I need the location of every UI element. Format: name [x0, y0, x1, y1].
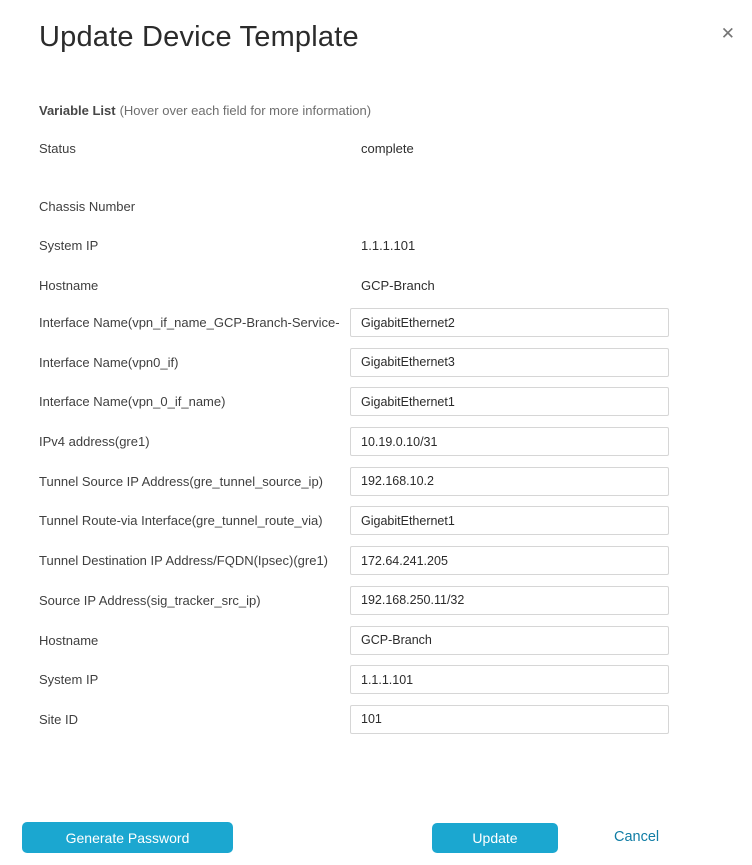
row-tunnel-destination [39, 546, 669, 575]
row-status [39, 140, 669, 156]
row-hostname-2 [39, 626, 669, 655]
hostname-2-input[interactable] [350, 626, 669, 655]
row-ipv4-address-gre1 [39, 427, 669, 456]
generate-password-button[interactable]: Generate Password [22, 822, 233, 853]
site-id-input[interactable] [350, 705, 669, 734]
row-system-ip-2 [39, 665, 669, 694]
interface-name-vpn-0-if-name-input[interactable] [350, 387, 669, 416]
hostname-label: Hostname [39, 277, 99, 293]
chassis-number-label: Chassis Number [39, 198, 136, 214]
system-ip-2-label: System IP [39, 672, 99, 688]
system-ip-label: System IP [39, 237, 99, 253]
row-source-ip [39, 586, 669, 615]
interface-name-vpn-if-name-input[interactable] [350, 308, 669, 337]
variable-list [39, 140, 669, 734]
interface-name-vpn-if-name-label: Interface Name(vpn_if_name_GCP-Branch-Service- [39, 315, 340, 330]
hostname-2-label: Hostname [39, 632, 99, 648]
hostname-value: GCP-Branch [361, 277, 435, 293]
system-ip-value: 1.1.1.101 [361, 237, 416, 253]
variable-list-hint: (Hover over each field for more information) [119, 103, 372, 118]
variable-list-title: Variable List [39, 103, 116, 118]
tunnel-source-ip-input[interactable] [350, 467, 669, 496]
interface-name-vpn0-if-input[interactable] [350, 348, 669, 377]
status-value: complete [361, 140, 414, 156]
tunnel-source-ip-label: Tunnel Source IP Address(gre_tunnel_source_ip) [39, 473, 324, 489]
row-tunnel-route-via [39, 506, 669, 535]
row-interface-name-vpn-0-if-name [39, 387, 669, 416]
tunnel-destination-input[interactable] [350, 546, 669, 575]
variable-list-header [39, 103, 752, 119]
source-ip-label: Source IP Address(sig_tracker_src_ip) [39, 592, 261, 608]
row-interface-name-vpn-if-name [39, 308, 669, 337]
interface-name-vpn0-if-label: Interface Name(vpn0_if) [39, 354, 179, 370]
row-hostname [39, 277, 669, 293]
row-interface-name-vpn0-if [39, 348, 669, 377]
update-button[interactable]: Update [432, 823, 558, 853]
site-id-label: Site ID [39, 711, 79, 727]
dialog-title: Update Device Template [39, 21, 359, 53]
update-device-template-dialog [0, 20, 752, 865]
tunnel-destination-label: Tunnel Destination IP Address/FQDN(Ipsec)(gre1) [39, 553, 329, 569]
ipv4-address-gre1-label: IPv4 address(gre1) [39, 434, 150, 450]
system-ip-2-input[interactable] [350, 665, 669, 694]
tunnel-route-via-input[interactable] [350, 506, 669, 535]
row-tunnel-source-ip [39, 467, 669, 496]
interface-name-vpn-0-if-name-label: Interface Name(vpn_0_if_name) [39, 394, 226, 410]
status-label: Status [39, 140, 76, 156]
source-ip-input[interactable] [350, 586, 669, 615]
cancel-link[interactable]: Cancel [614, 829, 660, 845]
close-icon[interactable]: ✕ [720, 24, 735, 44]
ipv4-address-gre1-input[interactable] [350, 427, 669, 456]
row-system-ip [39, 237, 669, 253]
row-chassis-number [39, 198, 669, 214]
dialog-footer [0, 822, 752, 853]
tunnel-route-via-label: Tunnel Route-via Interface(gre_tunnel_route_via) [39, 513, 323, 529]
row-site-id [39, 705, 669, 734]
